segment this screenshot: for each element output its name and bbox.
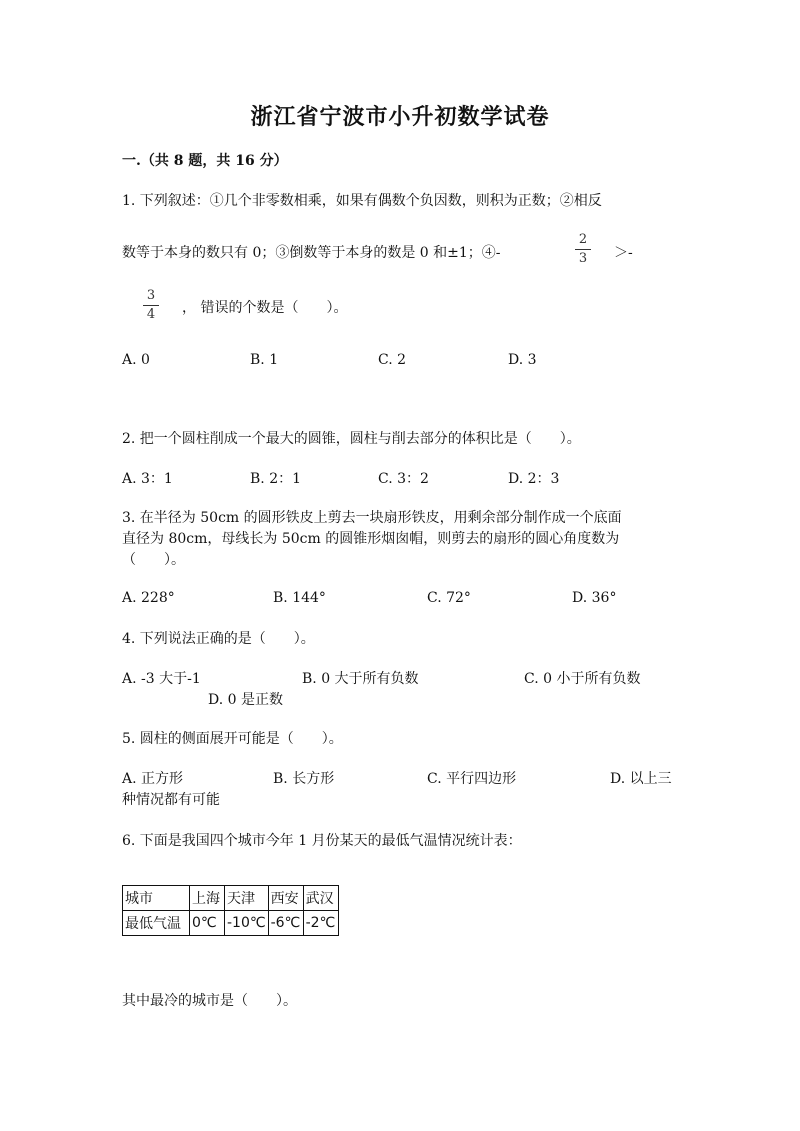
question-3-line-1: 3. 在半径为 50cm 的圆形铁皮上剪去一块扇形铁皮，用剩余部分制作成一个底面: [122, 510, 622, 526]
question-5-text: 5. 圆柱的侧面展开可能是（ ）。: [122, 731, 343, 747]
question-3-line-3: （ ）。: [122, 552, 185, 568]
table-cell: 武汉: [303, 886, 338, 911]
q4-option-c[interactable]: C. 0 小于所有负数: [524, 671, 641, 687]
question-4-text: 4. 下列说法正确的是（ ）。: [122, 631, 315, 647]
q3-option-d[interactable]: D. 36°: [572, 590, 617, 606]
q3-option-b[interactable]: B. 144°: [273, 590, 326, 606]
table-row: [123, 911, 339, 936]
q5-option-b[interactable]: B. 长方形: [273, 771, 335, 787]
table-cell: 天津: [225, 886, 269, 911]
q1-option-c[interactable]: C. 2: [378, 352, 407, 368]
fraction-denominator: 4: [146, 307, 156, 322]
table-header-row: [123, 886, 339, 911]
question-1-compare: ＞-: [614, 245, 633, 261]
fraction-numerator: 3: [146, 288, 156, 303]
fraction-bar: [575, 249, 591, 250]
question-6-prompt: 其中最冷的城市是（ ）。: [122, 993, 297, 1009]
question-1-line-3: ， 错误的个数是（ ）。: [182, 300, 348, 316]
q1-option-a[interactable]: A. 0: [122, 352, 150, 368]
q2-option-a[interactable]: A. 3：1: [122, 471, 173, 487]
question-6-text: 6. 下面是我国四个城市今年 1 月份某天的最低气温情况统计表：: [122, 833, 522, 849]
section-heading: 一.（共 8 题，共 16 分）: [122, 153, 288, 169]
fraction-numerator: 2: [578, 232, 588, 247]
q1-option-d[interactable]: D. 3: [508, 352, 537, 368]
question-1-line-2: 数等于本身的数只有 0；③倒数等于本身的数是 0 和±1；④-: [122, 245, 501, 261]
question-1-line-1: 1. 下列叙述：①几个非零数相乘，如果有偶数个负因数，则积为正数；②相反: [122, 193, 602, 209]
q4-option-a[interactable]: A. -3 大于-1: [122, 671, 201, 687]
table-cell: -10℃: [225, 911, 269, 936]
q4-option-b[interactable]: B. 0 大于所有负数: [302, 671, 419, 687]
table-cell: 最低气温: [123, 911, 190, 936]
q5-option-d-continued: 种情况都有可能: [122, 792, 220, 808]
page-title: 浙江省宁波市小升初数学试卷: [250, 104, 550, 130]
q2-option-d[interactable]: D. 2：3: [508, 471, 560, 487]
q4-option-d[interactable]: D. 0 是正数: [208, 692, 283, 708]
fraction-three-quarters: [143, 288, 159, 323]
temperature-table: [122, 885, 339, 936]
fraction-two-thirds: [575, 232, 591, 267]
table-cell: 上海: [190, 886, 225, 911]
fraction-denominator: 3: [578, 251, 588, 266]
table-cell: -6℃: [268, 911, 303, 936]
q1-option-b[interactable]: B. 1: [250, 352, 279, 368]
question-3-line-2: 直径为 80cm，母线长为 50cm 的圆锥形烟囱帽，则剪去的扇形的圆心角度数为: [122, 531, 620, 547]
table-cell: -2℃: [303, 911, 338, 936]
table-cell: 城市: [123, 886, 190, 911]
table-cell: 西安: [268, 886, 303, 911]
q5-option-d[interactable]: D. 以上三: [610, 771, 672, 787]
q3-option-a[interactable]: A. 228°: [122, 590, 175, 606]
question-2-text: 2. 把一个圆柱削成一个最大的圆锥，圆柱与削去部分的体积比是（ ）。: [122, 431, 581, 447]
q2-option-c[interactable]: C. 3：2: [378, 471, 429, 487]
q5-option-a[interactable]: A. 正方形: [122, 771, 184, 787]
table-cell: 0℃: [190, 911, 225, 936]
q3-option-c[interactable]: C. 72°: [427, 590, 471, 606]
q2-option-b[interactable]: B. 2：1: [250, 471, 302, 487]
fraction-bar: [143, 305, 159, 306]
q5-option-c[interactable]: C. 平行四边形: [427, 771, 517, 787]
